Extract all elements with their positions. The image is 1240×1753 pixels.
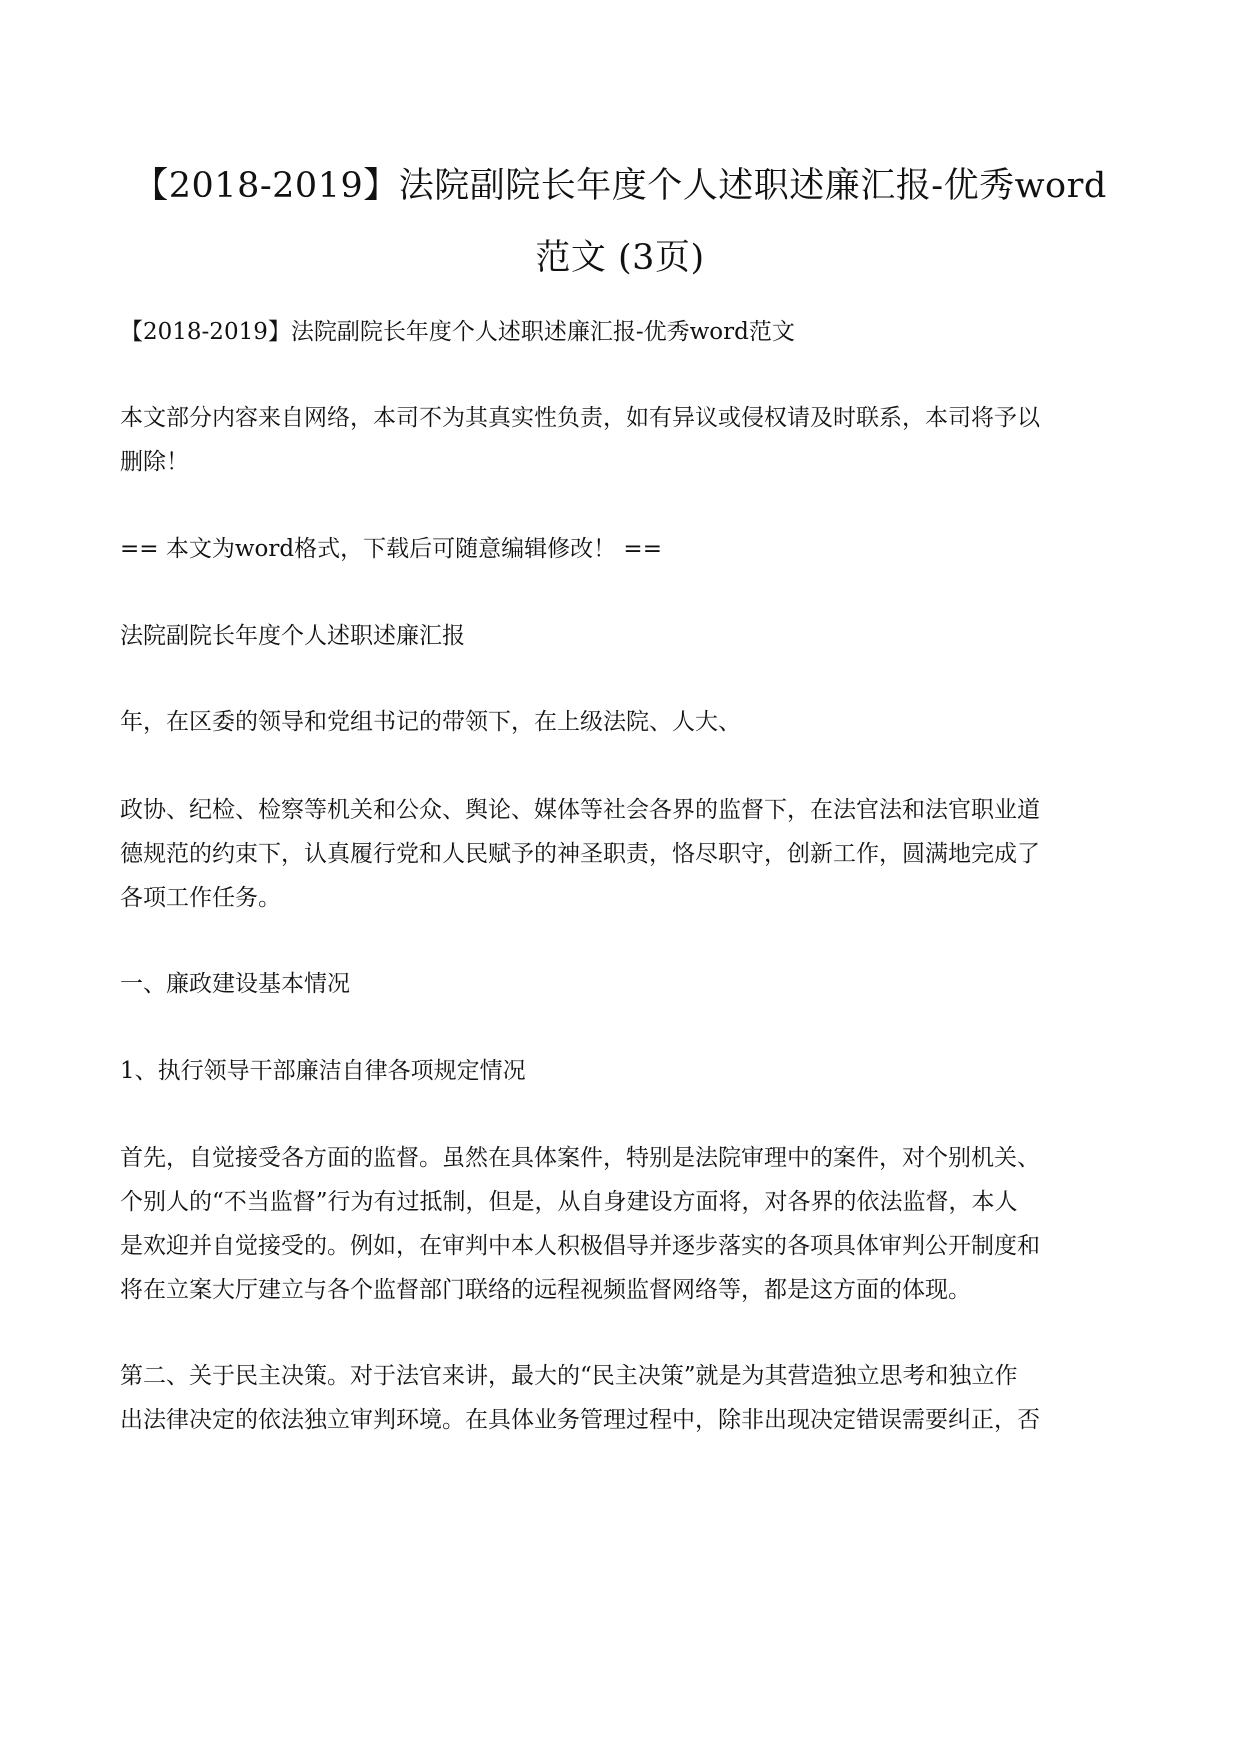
document-title xyxy=(120,150,1120,294)
text-line: 出法律决定的依法独立审判环境。在具体业务管理过程中，除非出现决定错误需要纠正，否 xyxy=(120,1407,1040,1433)
paragraph-2 xyxy=(120,1136,1120,1312)
title-line: 【2018-2019】法院副院长年度个人述职述廉汇报-优秀word xyxy=(133,166,1107,206)
subsection-1-heading: 1、执行领导干部廉洁自律各项规定情况 xyxy=(120,1058,526,1084)
text-line: 本文部分内容来自网络，本司不为其真实性负责，如有异议或侵权请及时联系，本司将予以 xyxy=(120,405,1040,431)
text-line: 个别人的“不当监督”行为有过抵制，但是，从自身建设方面将，对各界的依法监督，本人 xyxy=(120,1189,1018,1215)
report-title: 法院副院长年度个人述职述廉汇报 xyxy=(120,623,465,649)
intro-line: 年，在区委的领导和党组书记的带领下，在上级法院、人大、 xyxy=(120,709,741,735)
subtitle: 【2018-2019】法院副院长年度个人述职述廉汇报-优秀word范文 xyxy=(120,319,795,345)
text-line: 第二、关于民主决策。对于法官来讲，最大的“民主决策”就是为其营造独立思考和独立作 xyxy=(120,1363,1018,1389)
text-line: 德规范的约束下，认真履行党和人民赋予的神圣职责，恪尽职守，创新工作，圆满地完成了 xyxy=(120,841,1040,867)
paragraph-1 xyxy=(120,788,1120,920)
format-note: == 本文为word格式，下载后可随意编辑修改！ == xyxy=(120,536,662,562)
text-line: 将在立案大厅建立与各个监督部门联络的远程视频监督网络等，都是这方面的体现。 xyxy=(120,1277,971,1303)
paragraph-3 xyxy=(120,1354,1120,1442)
section-1-heading: 一、廉政建设基本情况 xyxy=(120,971,350,997)
text-line: 是欢迎并自觉接受的。例如，在审判中本人积极倡导并逐步落实的各项具体审判公开制度和 xyxy=(120,1233,1040,1259)
disclaimer xyxy=(120,396,1120,484)
text-line: 各项工作任务。 xyxy=(120,885,281,911)
title-line: 范文 (3页) xyxy=(535,238,705,278)
text-line: 政协、纪检、检察等机关和公众、舆论、媒体等社会各界的监督下，在法官法和法官职业道 xyxy=(120,797,1040,823)
text-line: 首先，自觉接受各方面的监督。虽然在具体案件，特别是法院审理中的案件，对个别机关、 xyxy=(120,1145,1040,1171)
text-line: 删除！ xyxy=(120,449,189,475)
